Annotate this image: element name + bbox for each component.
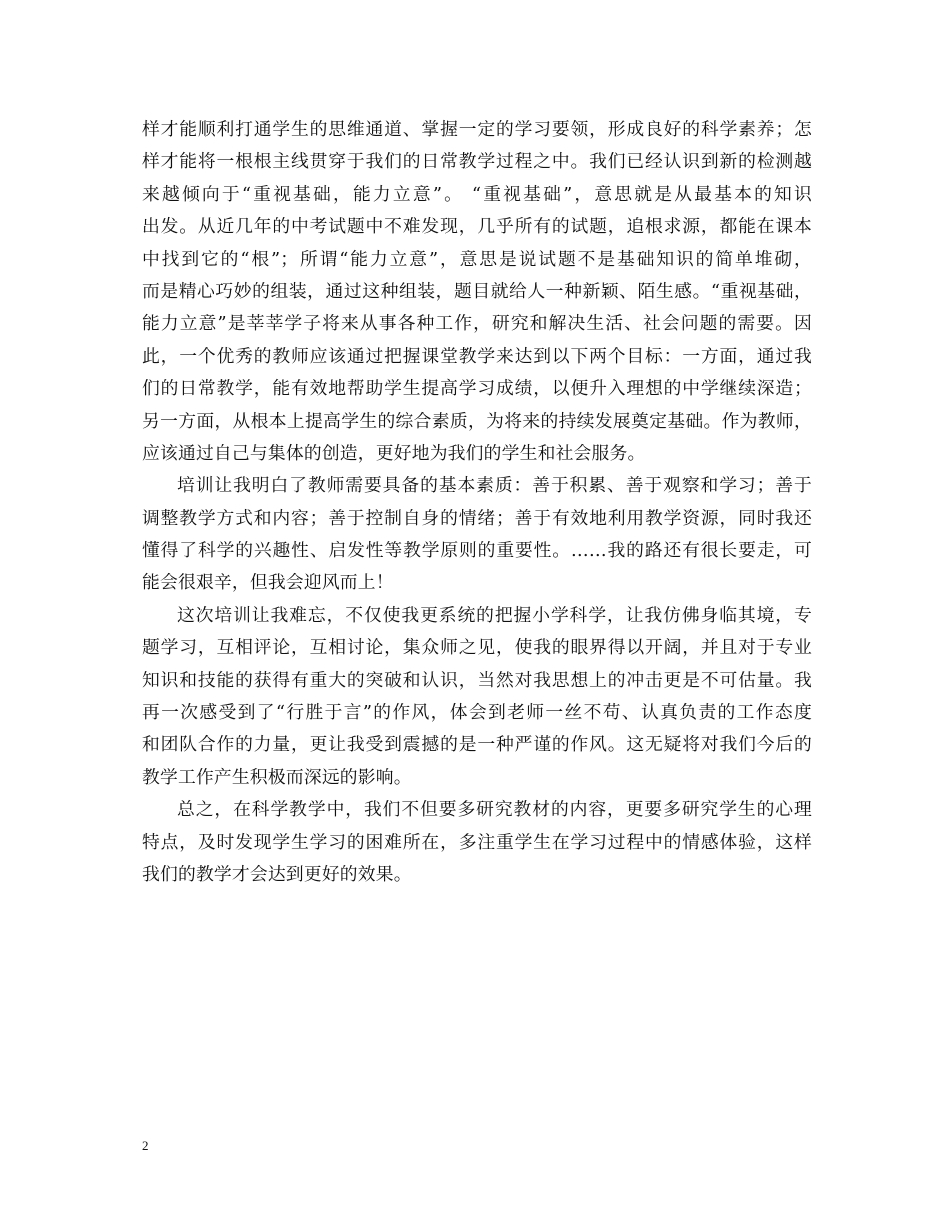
paragraph-line: 能会很艰辛，但我会迎风而上！ <box>142 572 394 594</box>
paragraph-line: 特点，及时发现学生学习的困难所在，多注重学生在学习过程中的情感体验，这样 <box>142 831 812 853</box>
paragraph-line: 出发。从近几年的中考试题中不难发现，几乎所有的试题，追根求源，都能在课本 <box>142 216 812 238</box>
paragraph-line: 能力立意”是莘莘学子将来从事各种工作，研究和解决生活、社会问题的需要。因 <box>142 313 812 335</box>
document-body <box>142 114 812 891</box>
paragraph-line: 题学习，互相评论，互相讨论，集众师之见，使我的眼界得以开阔，并且对于专业 <box>142 637 812 659</box>
paragraph-line: 教学工作产生积极而深远的影响。 <box>142 766 412 788</box>
paragraph-line: 而是精心巧妙的组装，通过这种组装，题目就给人一种新颖、陌生感。“重视基础， <box>142 280 812 302</box>
paragraph-line: 调整教学方式和内容；善于控制自身的情绪；善于有效地利用教学资源，同时我还 <box>142 507 812 529</box>
paragraph-line: 总之，在科学教学中，我们不但要多研究教材的内容，更要多研究学生的心理 <box>177 799 812 821</box>
paragraph-line: 们的日常教学，能有效地帮助学生提高学习成绩，以便升入理想的中学继续深造； <box>142 378 812 400</box>
paragraph-line: 培训让我明白了教师需要具备的基本素质：善于积累、善于观察和学习；善于 <box>177 475 812 497</box>
paragraph-line: 样才能将一根根主线贯穿于我们的日常教学过程之中。我们已经认识到新的检测越 <box>142 151 812 173</box>
paragraph-line: 此，一个优秀的教师应该通过把握课堂教学来达到以下两个目标：一方面，通过我 <box>142 345 812 367</box>
paragraph-1 <box>142 114 812 470</box>
paragraph-2 <box>142 470 812 600</box>
paragraph-line: 知识和技能的获得有重大的突破和认识，当然对我思想上的冲击更是不可估量。我 <box>142 669 812 691</box>
paragraph-line: 我们的教学才会达到更好的效果。 <box>142 863 412 885</box>
paragraph-line: 另一方面，从根本上提高学生的综合素质，为将来的持续发展奠定基础。作为教师， <box>142 410 812 432</box>
paragraph-line: 来越倾向于“重视基础，能力立意”。 “重视基础”，意思就是从最基本的知识 <box>142 183 812 205</box>
paragraph-line: 中找到它的“根”；所谓“能力立意”，意思是说试题不是基础知识的简单堆砌， <box>142 248 812 270</box>
paragraph-line: 样才能顺利打通学生的思维通道、掌握一定的学习要领，形成良好的科学素养；怎 <box>142 119 812 140</box>
paragraph-3 <box>142 600 812 794</box>
paragraph-line: 和团队合作的力量，更让我受到震撼的是一种严谨的作风。这无疑将对我们今后的 <box>142 734 812 756</box>
paragraph-line: 懂得了科学的兴趣性、启发性等教学原则的重要性。……我的路还有很长要走，可 <box>142 540 812 562</box>
page-number: 2 <box>142 1138 149 1153</box>
paragraph-line: 应该通过自己与集体的创造，更好地为我们的学生和社会服务。 <box>142 442 646 464</box>
paragraph-line: 这次培训让我难忘，不仅使我更系统的把握小学科学，让我仿佛身临其境，专 <box>177 604 812 626</box>
paragraph-4 <box>142 794 812 891</box>
paragraph-line: 再一次感受到了“行胜于言”的作风，体会到老师一丝不苟、认真负责的工作态度 <box>142 702 812 724</box>
